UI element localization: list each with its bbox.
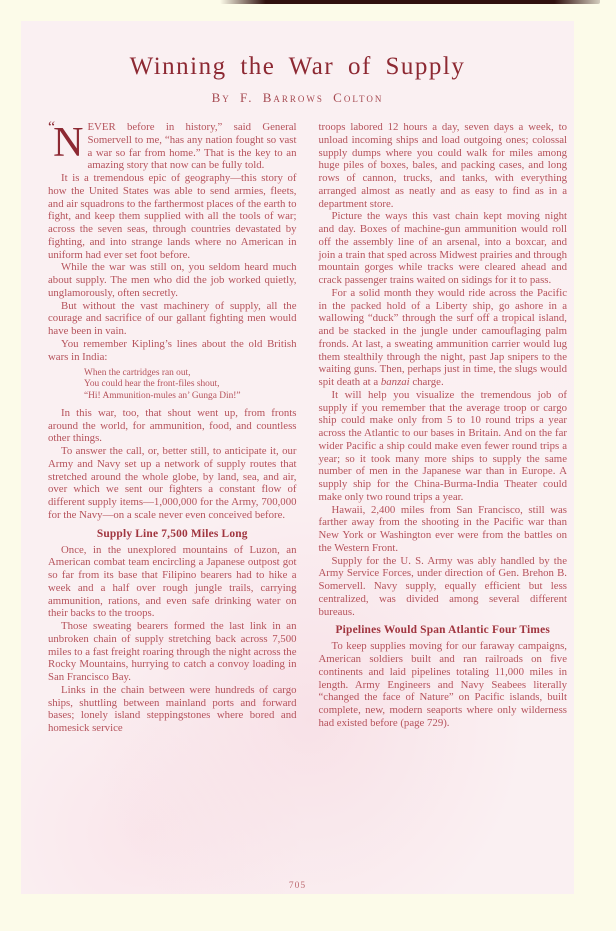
paragraph [48,620,297,684]
text-run: Once, in the unexplored mountains of Luzon, an American combat team encircling a Japanese outpost got so far from its base that Filipino bearers had to hike a week and a half over rough jungle trails, carrying ammunition, rations, and even safe drinking water on their backs to the troops. [48,543,297,620]
text-run: In this war, too, that shout went up, from fronts around the world, for ammunition, food, and countless other things. [48,406,297,445]
text-run: Links in the chain between were hundreds of cargo ships, shuttling between mainland ports and forward bases; lonely island steppingstones where bored and homesick service [48,683,297,735]
drop-cap-letter: N [53,120,84,166]
text-run: EVER before in history,” said General Somervell to me, “has any nation fought so vast a war so far from home.” That is the key to an amazing story that now can be fully told. [87,121,297,172]
verse-quote [84,368,297,402]
paragraph [319,121,568,210]
paragraph [48,261,297,299]
text-run: To answer the call, or, better still, to anticipate it, our Army and Navy set up a network of supply routes that stretched around the whole globe, by land, sea, and air, over which we sent our fighters a constant flow of different supply items—1,000,000 for the Army, 700,000 for the Navy—on a scale never even conceived before. [48,445,297,521]
paragraph [319,640,568,729]
text-run: Picture the ways this vast chain kept moving night and day. Boxes of machine-gun ammunition would roll off the assembly line of an arsenal, into a boxcar, and join a train that sped across Midwest prairies and through mountain gorges while tracks were cleared ahead and crack passenger trains waited on sidings for it to pass. [318,210,567,286]
text-run: You remember Kipling’s lines about the old British wars in India: [48,337,297,363]
left-column [48,121,297,735]
text-run: It will help you visualize the tremendous job of supply if you remember that the average troop or cargo ship could make only from 5 to 10 round trips a year across the Atlantic to our bases in Britain. And on the far wider Pacific a ship could make even fewer round trips a year; so it took many more ships to supply the same number of men in the Japanese war than in Europe. A supply ship for the China-Burma-India Theater could make only two round trips a year. [318,388,567,503]
text-run: troops labored 12 hours a day, seven days a week, to unload incoming ships and load outgoing ones; colossal supply dumps where you could walk for miles among huge piles of boxes, bales, and packing cases, and long rows of cannon, trucks, and tanks, with everything arranged almost as neatly and as easy to find as in a department store. [318,121,567,210]
section-heading: Supply Line 7,500 Miles Long [96,527,248,540]
section-heading: Pipelines Would Span Atlantic Four Times [335,624,550,637]
article-byline: By F. Barrows Colton [211,90,384,105]
drop-cap [48,119,84,166]
text-run: While the war was still on, you seldom heard much about supply. The men who did the job worked quietly, unglamorously, often secretly. [48,261,297,299]
text-run: To keep supplies moving for our faraway campaigns, American soldiers built and ran railroads on five continents and laid pipelines totaling 11,000 miles in length. Army Engineers and Navy Seabees literally “changed the face of Nature” on Pacific islands, built complete, new, modern seaports where only wilderness had existed before (page 729). [318,640,567,729]
text-run: But without the vast machinery of supply, all the courage and sacrifice of our gallant fighting men would have been in vain. [48,299,297,337]
verse-line: When the cartridges ran out, [84,368,191,379]
text-run: It is a tremendous epic of geography—this story of how the United States was able to send armies, fleets, and air squadrons to the farthermost places of the earth to fight, and keep them supplied with all the tools of war; across the seven seas, through countries devastated by fighting, and into strange lands where no American in uniform had ever set foot before. [48,172,297,261]
paragraph [319,389,568,504]
paragraph [48,544,297,621]
text-run: Those sweating bearers formed the last link in an unbroken chain of supply stretching back across 7,500 miles to a fast freight roaring through the night across the Rocky Mountains, hurrying to catch a convoy loading in San Francisco Bay. [48,620,297,684]
paragraph [319,287,568,389]
open-quote-mark: “ [48,119,54,136]
paragraph [319,210,568,287]
text-run: Hawaii, 2,400 miles from San Francisco, still was farther away from the shooting in the Pacific war than New York or Washington ever were from the battles on the Western Front. [318,503,567,554]
paragraph [48,121,297,172]
verse-line: You could hear the front-files shout, [84,379,220,390]
article-title: Winning the War of Supply [129,53,466,80]
scan-edge-artifact [220,0,600,4]
verse-line: “Hi! Ammunition-mules an’ Gunga Din!” [84,390,241,401]
paragraph [48,684,297,735]
text-run: For a solid month they would ride across the Pacific in the packed hold of a Liberty ship, go ashore in a wallowing “duck” through the surf off a tropical island, and be stacked in the jungle under camouflaging palm fronds. At last, a sweating ammunition carrier would lug them stealthily through the night, past Jap snipers to the waiting guns. Then, perhaps just in time, the slugs would spit death at a [318,286,567,388]
paragraph [48,172,297,261]
paragraph [319,555,568,619]
paragraph [48,338,297,364]
italic-text: banzai [380,376,410,388]
text-run: charge. [409,376,444,388]
paragraph [48,300,297,338]
magazine-page [21,21,574,894]
paragraph [319,504,568,555]
right-column [319,121,568,735]
article-body [21,121,574,735]
paragraph [48,445,297,522]
page-number: 705 [288,881,307,891]
text-run: Supply for the U. S. Army was ably handled by the Army Service Forces, under direction of Gen. Brehon B. Somervell. Navy supply, equally efficient but less centralized, was divided among several different bureaus. [318,554,567,618]
paragraph [48,407,297,445]
